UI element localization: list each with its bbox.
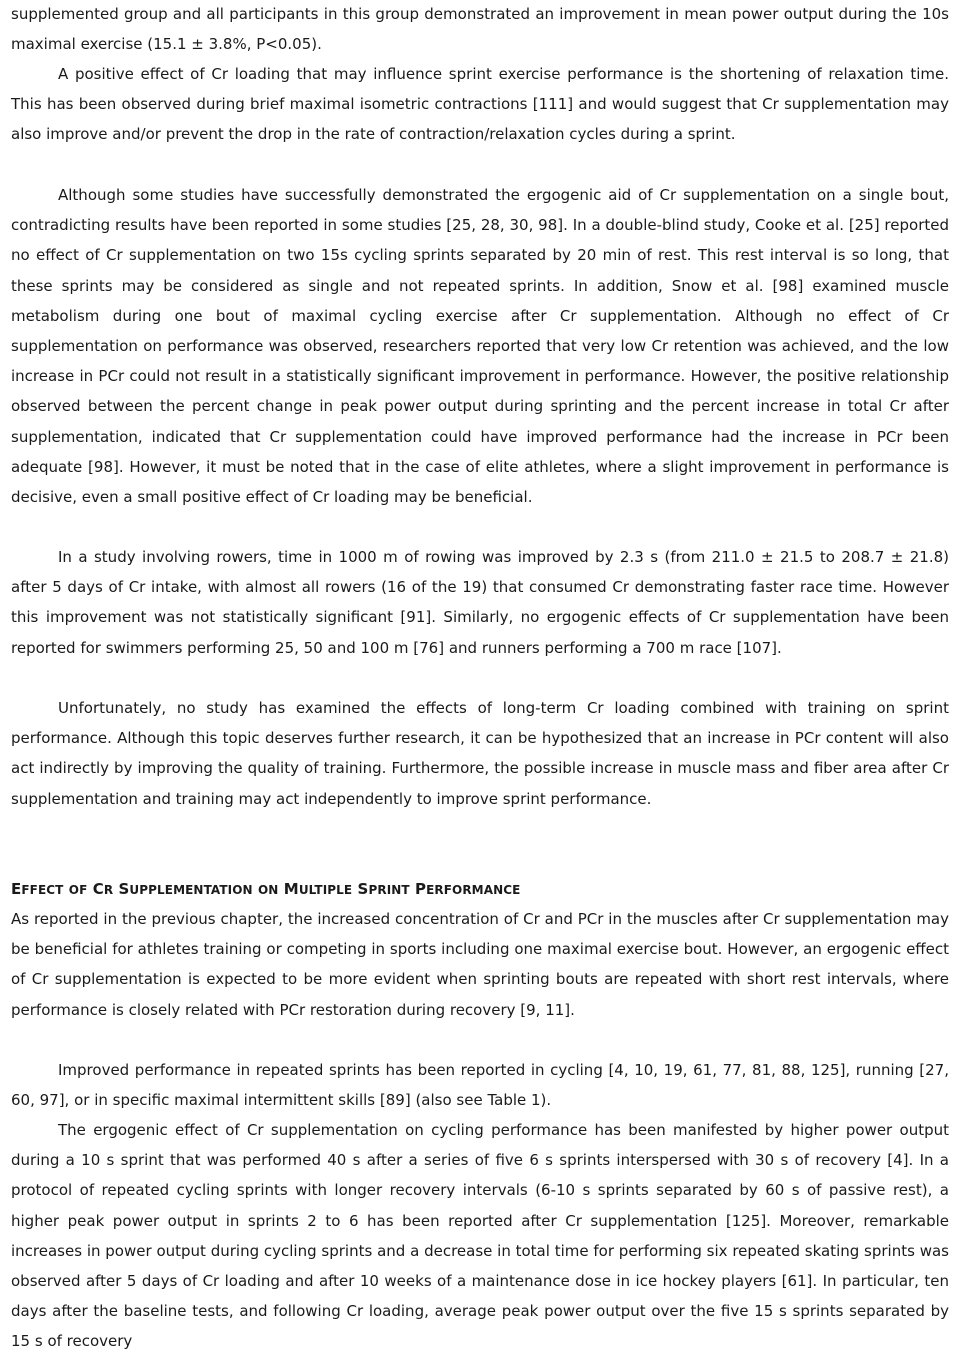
heading-word: ERFORMANCE xyxy=(426,883,521,897)
heading-word: S xyxy=(118,880,130,898)
heading-word: E xyxy=(11,880,22,898)
paragraph-single-bout: Although some studies have successfully demonstrated the ergogenic aid of Cr supplementation on a single bout, contradicting results have been reported in some studies [25, 28, 30, 98]. In a double-blind study, Cooke et al. [25] reported no effect of Cr supplementation on two 15s cycling sprints separated by 20 min of rest. This rest interval is so long, that these sprints may be considered as single and not repeated sprints. In addition, Snow et al. [98] examined muscle metabolism during one bout of maximal cycling exercise after Cr supplementation. Although no effect of Cr supplementation on performance was observed, researchers reported that very low Cr retention was achieved, and the low increase in PCr could not result in a statistically significant improvement in performance. However, the positive relationship observed between the percent change in peak power output during sprinting and the percent increase in total Cr after supplementation, indicated that Cr supplementation could have improved performance had the increase in PCr been adequate [98]. However, it must be noted that in the case of elite athletes, where a slight improvement in performance is decisive, even a small positive effect of Cr loading may be beneficial. xyxy=(11,186,949,507)
heading-word: S xyxy=(357,880,369,898)
heading-word: M xyxy=(283,880,299,898)
paragraph-cycling-performance: The ergogenic effect of Cr supplementation on cycling performance has been manifested by higher power output during a 10 s sprint that was performed 40 s after a series of five 6 s sprints interspersed with 30 s of recovery [4]. In a protocol of repeated cycling sprints with longer recovery intervals (6-10 s sprints separated by 60 s of passive rest), a higher peak power output in sprints 2 to 6 has been reported after Cr supplementation [125]. Moreover, remarkable increases in power output during cycling sprints and a decrease in total time for performing six repeated skating sprints was observed after 5 days of Cr loading and after 10 weeks of a maintenance dose in ice hockey players [61]. In particular, ten days after the baseline tests, and following Cr loading, average peak power output over the five 15 s sprints separated by 15 s of recovery xyxy=(11,1121,949,1351)
heading-word: OF xyxy=(68,883,88,897)
heading-word: PRINT xyxy=(368,883,410,897)
section-heading xyxy=(11,874,949,905)
paragraph-rowers: In a study involving rowers, time in 1000 m of rowing was improved by 2.3 s (from 211.0 ± 21.5 to 208.7 ± 21.8) after 5 days of Cr intake, with almost all rowers (16 of the 19) that consumed Cr demonstrating faster race time. However this improvement was not statistically significant [91]. Similarly, no ergogenic effects of Cr supplementation have been reported for swimmers performing 25, 50 and 100 m [76] and runners performing a 700 m race [107]. xyxy=(11,548,949,657)
paragraph-improved-performance: Improved performance in repeated sprints has been reported in cycling [4, 10, 19, 61, 77, 81, 88, 125], running [27, 60, 97], or in specific maximal intermittent skills [89] (also see Table 1). xyxy=(11,1061,949,1110)
heading-word: ON xyxy=(258,883,279,897)
heading-word: R xyxy=(103,883,114,897)
paragraph-fragment-top: supplemented group and all participants in this group demonstrated an improvement in mean power output during the 10s maximal exercise (15.1 ± 3.8%, P<0.05). xyxy=(11,5,949,54)
heading-word: FFECT xyxy=(21,883,64,897)
paragraph-long-term-loading: Unfortunately, no study has examined the effects of long-term Cr loading combined with training on sprint performance. Although this topic deserves further research, it can be hypothesized that an increase in PCr content will also act indirectly by improving the quality of training. Furthermore, the possible increase in muscle mass and fiber area after Cr supplementation and training may act independently to improve sprint performance. xyxy=(11,699,949,808)
heading-word: ULTIPLE xyxy=(298,883,353,897)
heading-word: C xyxy=(92,880,104,898)
paragraph-previous-chapter: As reported in the previous chapter, the increased concentration of Cr and PCr in the muscles after Cr supplementation may be beneficial for athletes training or competing in sports including one maximal exercise bout. However, an ergogenic effect of Cr supplementation is expected to be more evident when sprinting bouts are repeated with short rest intervals, where performance is closely related with PCr restoration during recovery [9, 11]. xyxy=(11,910,949,1019)
paragraph-relaxation-time: A positive effect of Cr loading that may influence sprint exercise performance is the shortening of relaxation time. This has been observed during brief maximal isometric contractions [111] and would suggest that Cr supplementation may also improve and/or prevent the drop in the rate of contraction/relaxation cycles during a sprint. xyxy=(11,65,949,144)
heading-word: UPPLEMENTATION xyxy=(129,883,253,897)
heading-word: P xyxy=(415,880,427,898)
